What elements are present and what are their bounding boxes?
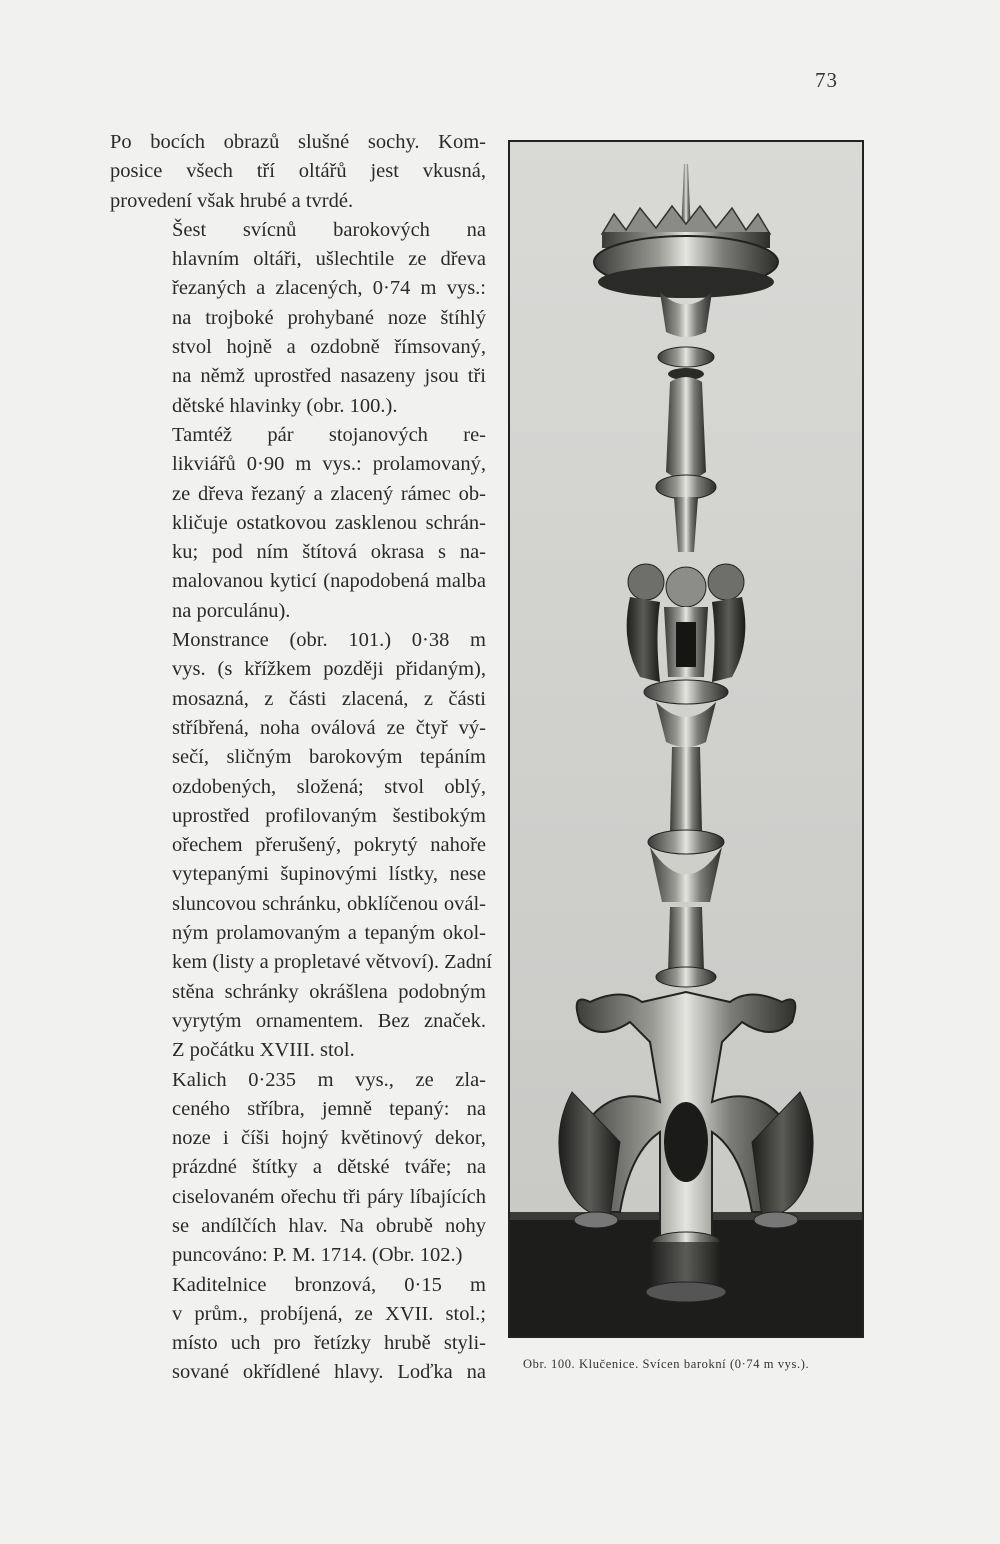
text-line: vyrytým ornamentem. Bez značek.: [172, 1009, 486, 1032]
text-line: sluncovou schránku, obklíčenou ovál-: [172, 892, 486, 915]
text-line: Šest svícnů barokových na: [172, 218, 486, 241]
paragraph-reliquaries: [110, 421, 486, 626]
text-line: stvol hojně a ozdobně římsovaný,: [172, 336, 486, 359]
candlestick-figure: [508, 140, 864, 1338]
baroque-candlestick-illustration: [510, 142, 862, 1336]
middle-shaft: [648, 702, 724, 987]
text-line: sečí, sličným barokovým tepáním: [172, 746, 486, 769]
text-line: vytepanými šupinovými lístky, nese: [172, 863, 486, 886]
text-line: ciselovaném ořechu tři páry líbajících: [172, 1185, 486, 1208]
text-line: Monstrance (obr. 101.) 0·38 m: [172, 629, 486, 652]
text-line: hlavním oltáři, ušlechtile ze dřeva: [172, 248, 486, 271]
text-line: řezaných a zlacených, 0·74 m vys.:: [172, 277, 486, 300]
text-line: vys. (s křížkem později přidaným),: [172, 658, 486, 681]
text-line: sované okřídlené hlavy. Loďka na: [172, 1361, 486, 1384]
paragraph-chalice: [110, 1066, 486, 1271]
text-line: ozdobených, složená; stvol oblý,: [172, 775, 486, 798]
text-line: na němž uprostřed nasazeny jsou tři: [172, 365, 486, 388]
text-line: provedení však hrubé a tvrdé.: [110, 189, 354, 212]
text-line: malovanou kyticí (napodobená malba: [172, 570, 486, 593]
text-line: na porculánu).: [172, 599, 291, 622]
text-line: ořechem přerušený, pokrytý nahoře: [172, 834, 486, 857]
cherub-heads-node: [627, 564, 746, 704]
text-line: Z počátku XVIII. stol.: [172, 1039, 355, 1062]
text-line: mosazná, z části zlacená, z části: [172, 687, 486, 710]
text-line: dětské hlavinky (obr. 100.).: [172, 394, 398, 417]
text-line: se andílčích hlav. Na obrubě nohy: [172, 1214, 486, 1237]
text-line: ceného stříbra, jemně tepaný: na: [172, 1097, 486, 1120]
text-line: noze i číši hojný květinový dekor,: [172, 1127, 486, 1150]
text-line: místo uch pro řetízky hrubě styli-: [172, 1332, 486, 1355]
text-line: Kaditelnice bronzová, 0·15 m: [172, 1273, 486, 1296]
text-line: ze dřeva řezaný a zlacený rámec ob-: [172, 482, 486, 505]
body-text-column: [110, 128, 492, 1388]
upper-shaft: [656, 292, 716, 552]
figure-caption: Obr. 100. Klučenice. Svícen barokní (0·74 m vys.).: [523, 1357, 810, 1371]
page-number: 73: [815, 68, 838, 92]
text-line: Po bocích obrazů slušné sochy. Kom-: [110, 131, 486, 153]
text-line: stříbřená, noha oválová ze čtyř vý-: [172, 716, 486, 739]
text-line: ným prolamovaným a tepaným okol-: [172, 922, 486, 945]
paragraph-censer: [110, 1271, 486, 1388]
text-line: stěna schránky okrášlena podobným: [172, 980, 486, 1003]
text-line: Tamtéž pár stojanových re-: [172, 423, 486, 446]
text-line: v prům., probíjená, ze XVII. stol.;: [172, 1302, 486, 1325]
text-line: na trojboké prohybané noze štíhlý: [172, 306, 486, 329]
text-line: kem (listy a propletavé větvoví). Zadní: [172, 951, 492, 974]
text-line: likviářů 0·90 m vys.: prolamovaný,: [172, 453, 486, 476]
text-line: ku; pod ním štítová okrasa s na-: [172, 541, 486, 564]
text-line: Kalich 0·235 m vys., ze zla-: [172, 1068, 486, 1091]
text-line: uprostřed profilovaným šestibokým: [172, 804, 486, 827]
paragraph-altars: [110, 128, 486, 216]
text-line: posice všech tří oltářů jest vkusná,: [110, 160, 486, 183]
paragraph-candlesticks: [110, 216, 486, 421]
paragraph-monstrance: [110, 626, 492, 1065]
text-line: prázdné štítky a dětské tváře; na: [172, 1156, 486, 1179]
text-line: kličuje ostatkovou zasklenou schrán-: [172, 511, 486, 534]
text-line: puncováno: P. M. 1714. (Obr. 102.): [172, 1244, 463, 1267]
